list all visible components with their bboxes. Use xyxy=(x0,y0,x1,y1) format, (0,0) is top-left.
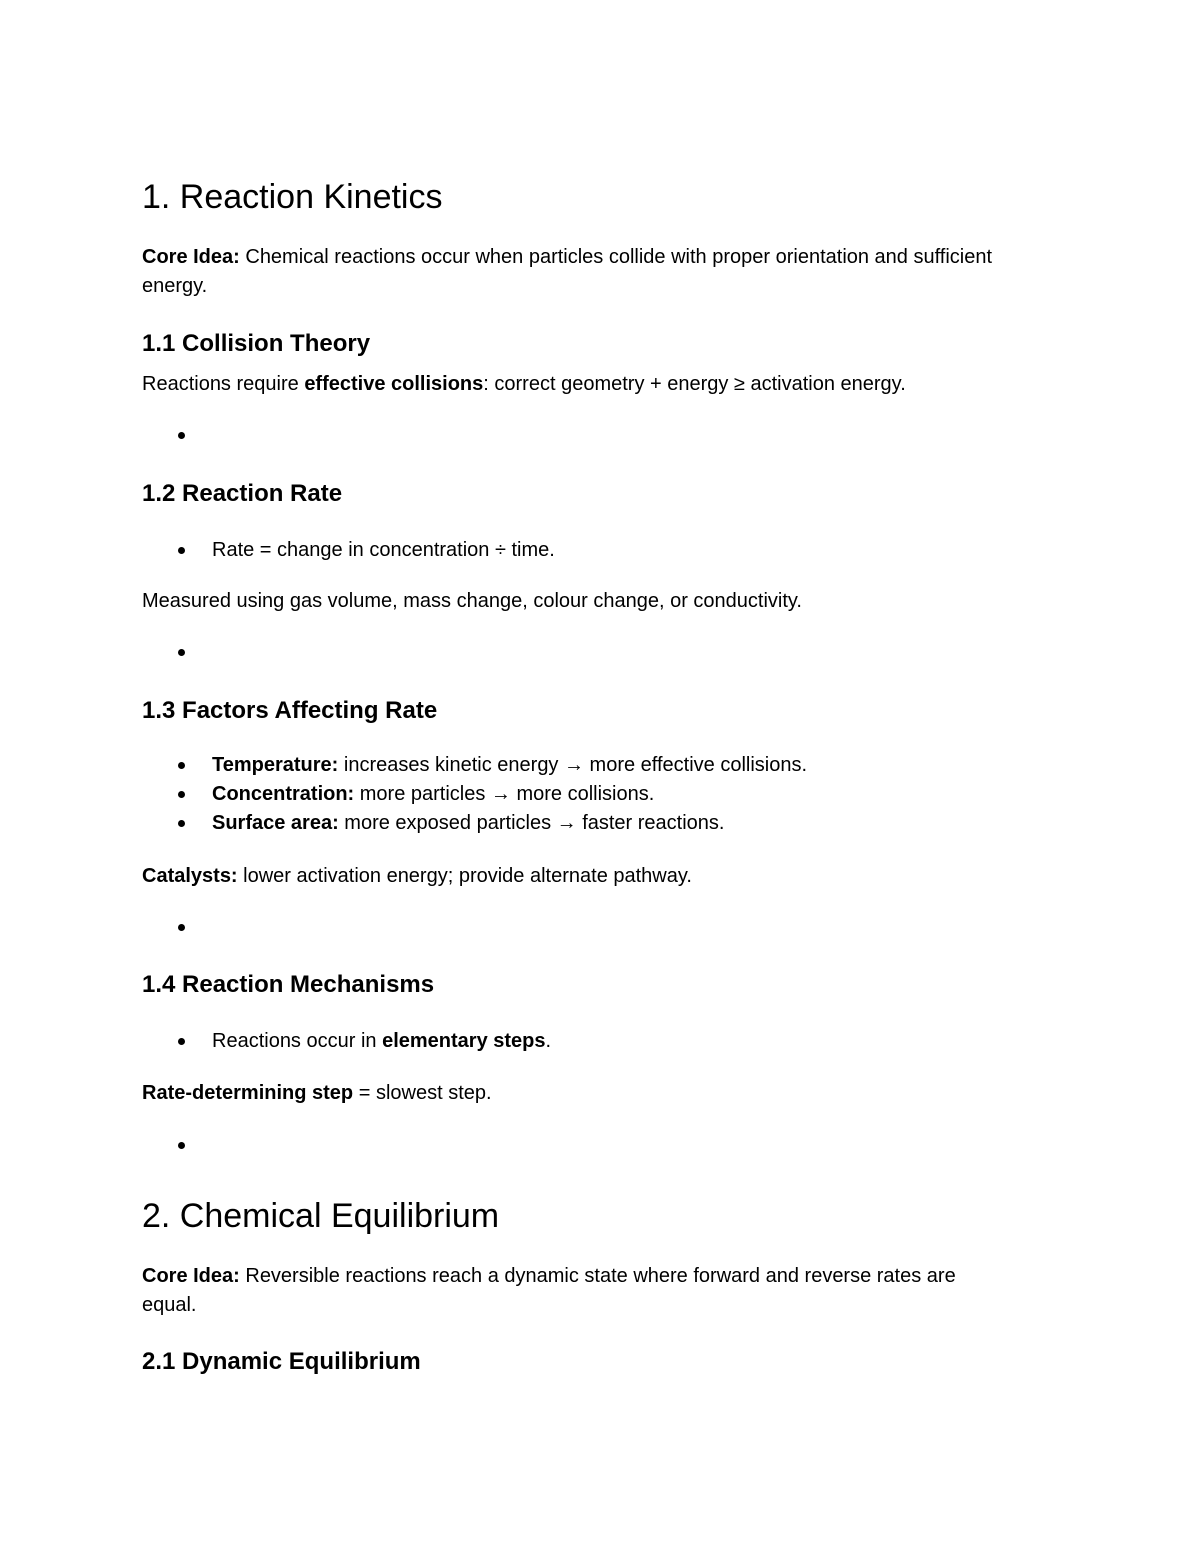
core-idea-text: Reversible reactions reach a dynamic state where forward and reverse rates are xyxy=(239,1265,956,1287)
bullet-icon xyxy=(178,649,185,656)
list-item-body: increases kinetic energy → more effective collisions. xyxy=(338,754,808,776)
measurement-paragraph: Measured using gas volume, mass change, colour change, or conductivity. xyxy=(142,590,802,612)
list-item-text xyxy=(212,780,654,808)
rds-paragraph xyxy=(142,1079,492,1107)
core-idea-label: Core Idea: xyxy=(142,1265,240,1287)
section-1-4-heading: 1.4 Reaction Mechanisms xyxy=(142,971,435,998)
catalysts-paragraph xyxy=(142,862,692,890)
bullet-icon xyxy=(178,432,185,439)
bullet-icon xyxy=(178,820,185,827)
list-item-body: more particles → more collisions. xyxy=(354,783,655,805)
collision-theory-paragraph xyxy=(142,370,906,398)
catalysts-label: Catalysts: xyxy=(142,865,238,887)
bullet-icon xyxy=(178,924,185,931)
rds-text: = slowest step. xyxy=(353,1082,492,1104)
section-2-1-heading: 2.1 Dynamic Equilibrium xyxy=(142,1348,421,1375)
section-2-core-idea xyxy=(142,1262,956,1290)
list-item-body: . xyxy=(545,1030,552,1052)
section-2-core-idea-cont: equal. xyxy=(142,1294,197,1316)
core-idea-label: Core Idea: xyxy=(142,246,240,268)
core-idea-text: Chemical reactions occur when particles collide with proper orientation and sufficient xyxy=(239,246,993,268)
list-item-body: Reactions occur in xyxy=(212,1030,383,1052)
section-1-core-idea-cont: energy. xyxy=(142,275,208,297)
section-1-3-heading: 1.3 Factors Affecting Rate xyxy=(142,697,438,724)
list-item-body: more exposed particles → faster reactions. xyxy=(338,812,725,834)
para-text: : correct geometry + energy ≥ activation energy. xyxy=(483,373,906,395)
list-item-text xyxy=(212,1027,551,1055)
para-bold: effective collisions xyxy=(304,373,484,395)
section-1-core-idea xyxy=(142,243,992,271)
bullet-icon xyxy=(178,762,185,769)
section-1-2-heading: 1.2 Reaction Rate xyxy=(142,480,343,507)
list-item-text: Rate = change in concentration ÷ time. xyxy=(212,539,555,561)
bullet-icon xyxy=(178,791,185,798)
section-1-1-heading: 1.1 Collision Theory xyxy=(142,330,371,357)
para-text: Reactions require xyxy=(142,373,305,395)
bullet-icon xyxy=(178,1142,185,1149)
list-item-text xyxy=(212,751,807,779)
bullet-icon xyxy=(178,1038,185,1045)
list-item-label: Temperature: xyxy=(212,754,339,776)
section-1-heading: 1. Reaction Kinetics xyxy=(142,178,443,216)
bullet-icon xyxy=(178,547,185,554)
list-item-label: Surface area: xyxy=(212,812,339,834)
rds-label: Rate-determining step xyxy=(142,1082,354,1104)
list-item-label: Concentration: xyxy=(212,783,355,805)
catalysts-text: lower activation energy; provide alternate pathway. xyxy=(237,865,692,887)
section-2-heading: 2. Chemical Equilibrium xyxy=(142,1197,500,1235)
list-item-bold: elementary steps xyxy=(382,1030,546,1052)
list-item-text xyxy=(212,809,724,837)
